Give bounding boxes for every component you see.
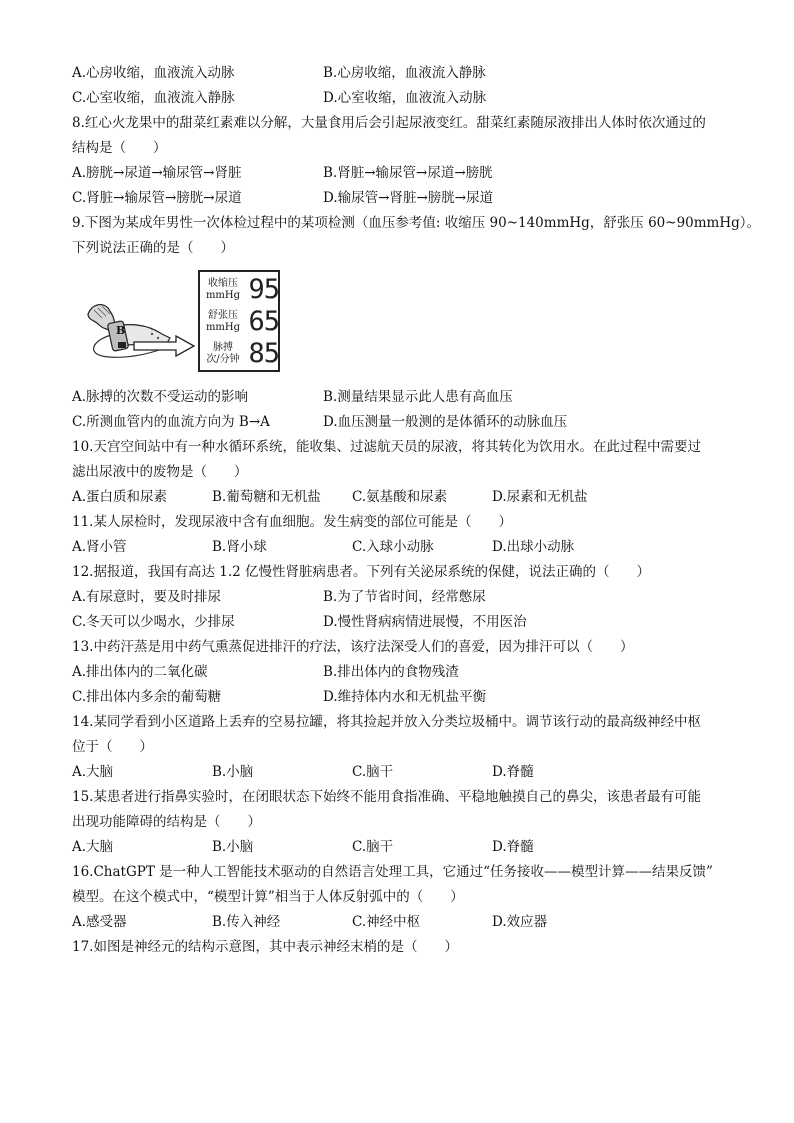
q15-option-d[interactable]: D.脊髓	[492, 839, 534, 855]
q13-stem-line-1: 13.中药汗蒸是用中药气熏蒸促进排汗的疗法，该疗法深受人们的喜爱，因为排汗可以（ ）	[72, 639, 634, 655]
q16-options-row	[72, 913, 752, 931]
q14-option-d[interactable]: D.脊髓	[492, 764, 534, 780]
q8-options-row-2	[72, 189, 752, 207]
systolic-value: 95	[248, 274, 279, 305]
q10-stem-line-1: 10.天宫空间站中有一种水循环系统，能收集、过滤航天员的尿液，将其转化为饮用水。在此过程中需要过	[72, 439, 701, 455]
q12-option-c[interactable]: C.冬天可以少喝水，少排尿	[72, 614, 235, 630]
q8-option-c[interactable]: C.肾脏→输尿管→膀胱→尿道	[72, 190, 242, 206]
q7-option-d[interactable]: D.心室收缩，血液流入动脉	[323, 90, 487, 106]
q11-option-b[interactable]: B.肾小球	[212, 539, 267, 555]
bp-monitor-display	[198, 270, 280, 372]
q11-option-a[interactable]: A.肾小管	[72, 539, 127, 555]
q7-option-a[interactable]: A.心房收缩，血液流入动脉	[72, 65, 235, 81]
diastolic-unit: mmHg	[205, 322, 241, 333]
q11-option-d[interactable]: D.出球小动脉	[492, 539, 575, 555]
q10-stem-line-2: 滤出尿液中的废物是（ ）	[72, 464, 248, 480]
q12-options-row-1	[72, 588, 752, 606]
pulse-unit: 次/分钟	[206, 354, 240, 365]
q8-stem-line-2: 结构是（ ）	[72, 140, 167, 156]
q9-stem-line-1: 9.下图为某成年男性一次体检过程中的某项检测（血压参考值: 收缩压 90~140mmHg，舒张压 60~90mmHg）。	[72, 215, 761, 231]
pulse-reading	[203, 340, 279, 372]
q9-option-a[interactable]: A.脉搏的次数不受运动的影响	[72, 389, 249, 405]
systolic-reading	[203, 276, 279, 308]
q9-option-c[interactable]: C.所测血管内的血流方向为 B→A	[72, 414, 270, 430]
q14-option-c[interactable]: C.脑干	[352, 764, 394, 780]
q13-option-b[interactable]: B.排出体内的食物残渣	[323, 664, 459, 680]
q14-options-row	[72, 763, 752, 781]
q13-option-c[interactable]: C.排出体内多余的葡萄糖	[72, 689, 222, 705]
diastolic-reading	[203, 308, 279, 340]
q12-stem-line-1: 12.据报道，我国有高达 1.2 亿慢性肾脏病患者。下列有关泌尿系统的保健，说法正确的（ ）	[72, 564, 651, 580]
q16-option-c[interactable]: C.神经中枢	[352, 914, 421, 930]
q7-option-b[interactable]: B.心房收缩，血液流入静脉	[323, 65, 486, 81]
q15-stem-line-1: 15.某患者进行指鼻实验时，在闭眼状态下始终不能用食指准确、平稳地触摸自己的鼻尖，该患者最有可能	[72, 789, 701, 805]
q11-option-c[interactable]: C.入球小动脉	[352, 539, 434, 555]
q13-options-row-2	[72, 688, 752, 706]
q15-options-row	[72, 838, 752, 856]
q9-option-d[interactable]: D.血压测量一般测的是体循环的动脉血压	[323, 414, 568, 430]
q10-option-d[interactable]: D.尿素和无机盐	[492, 489, 588, 505]
q8-option-d[interactable]: D.输尿管→肾脏→膀胱→尿道	[323, 190, 494, 206]
q16-option-d[interactable]: D.效应器	[492, 914, 548, 930]
q9-stem-line-2: 下列说法正确的是（ ）	[72, 240, 234, 256]
q10-option-a[interactable]: A.蛋白质和尿素	[72, 489, 168, 505]
q14-option-a[interactable]: A.大脑	[72, 764, 114, 780]
q13-option-a[interactable]: A.排出体内的二氧化碳	[72, 664, 208, 680]
q12-options-row-2	[72, 613, 752, 631]
q7-options-row-1	[72, 64, 752, 82]
q13-option-d[interactable]: D.维持体内水和无机盐平衡	[323, 689, 487, 705]
q8-option-b[interactable]: B.肾脏→输尿管→尿道→膀胱	[323, 165, 493, 181]
q8-options-row-1	[72, 164, 752, 182]
q7-options-row-2	[72, 89, 752, 107]
q8-stem-line-1: 8.红心火龙果中的甜菜红素难以分解，大量食用后会引起尿液变红。甜菜红素随尿液排出人体时依次通过的	[72, 115, 706, 131]
systolic-unit: mmHg	[205, 290, 241, 301]
q14-stem-line-2: 位于（ ）	[72, 739, 153, 755]
q15-option-a[interactable]: A.大脑	[72, 839, 114, 855]
q9-option-b[interactable]: B.测量结果显示此人患有高血压	[323, 389, 513, 405]
diastolic-label: 舒张压	[208, 310, 238, 321]
q16-stem-line-1: 16.ChatGPT 是一种人工智能技术驱动的自然语言处理工具，它通过“任务接收——模型计算——结果反馈”	[72, 864, 713, 880]
q11-stem-line-1: 11.某人尿检时，发现尿液中含有血细胞。发生病变的部位可能是（ ）	[72, 514, 512, 530]
q14-option-b[interactable]: B.小脑	[212, 764, 254, 780]
pulse-label: 脉搏	[213, 342, 233, 353]
arm-cuff-illustration	[72, 268, 202, 374]
q9-options-row-1	[72, 388, 752, 406]
q17-stem-line-1: 17.如图是神经元的结构示意图，其中表示神经末梢的是（ ）	[72, 939, 458, 955]
cuff-label-b: B	[116, 324, 126, 337]
systolic-label: 收缩压	[208, 278, 238, 289]
q14-stem-line-1: 14.某同学看到小区道路上丢弃的空易拉罐，将其捡起并放入分类垃圾桶中。调节该行动的最高级神经中枢	[72, 714, 701, 730]
q15-option-c[interactable]: C.脑干	[352, 839, 394, 855]
q12-option-a[interactable]: A.有尿意时，要及时排尿	[72, 589, 222, 605]
pulse-value: 85	[248, 338, 279, 369]
q13-options-row-1	[72, 663, 752, 681]
blood-pressure-figure	[72, 268, 284, 374]
q16-option-a[interactable]: A.感受器	[72, 914, 127, 930]
q11-options-row	[72, 538, 752, 556]
diastolic-value: 65	[248, 306, 279, 337]
q10-option-b[interactable]: B.葡萄糖和无机盐	[212, 489, 321, 505]
q16-option-b[interactable]: B.传入神经	[212, 914, 281, 930]
q15-option-b[interactable]: B.小脑	[212, 839, 254, 855]
q12-option-d[interactable]: D.慢性肾病病情进展慢，不用医治	[323, 614, 527, 630]
q10-option-c[interactable]: C.氨基酸和尿素	[352, 489, 448, 505]
q12-option-b[interactable]: B.为了节省时间，经常憋尿	[323, 589, 486, 605]
q7-option-c[interactable]: C.心室收缩，血液流入静脉	[72, 90, 235, 106]
q15-stem-line-2: 出现功能障碍的结构是（ ）	[72, 814, 261, 830]
q8-option-a[interactable]: A.膀胱→尿道→输尿管→肾脏	[72, 165, 242, 181]
q9-options-row-2	[72, 413, 752, 431]
q16-stem-line-2: 模型。在这个模式中，“模型计算”相当于人体反射弧中的（ ）	[72, 889, 464, 905]
q10-options-row	[72, 488, 752, 506]
